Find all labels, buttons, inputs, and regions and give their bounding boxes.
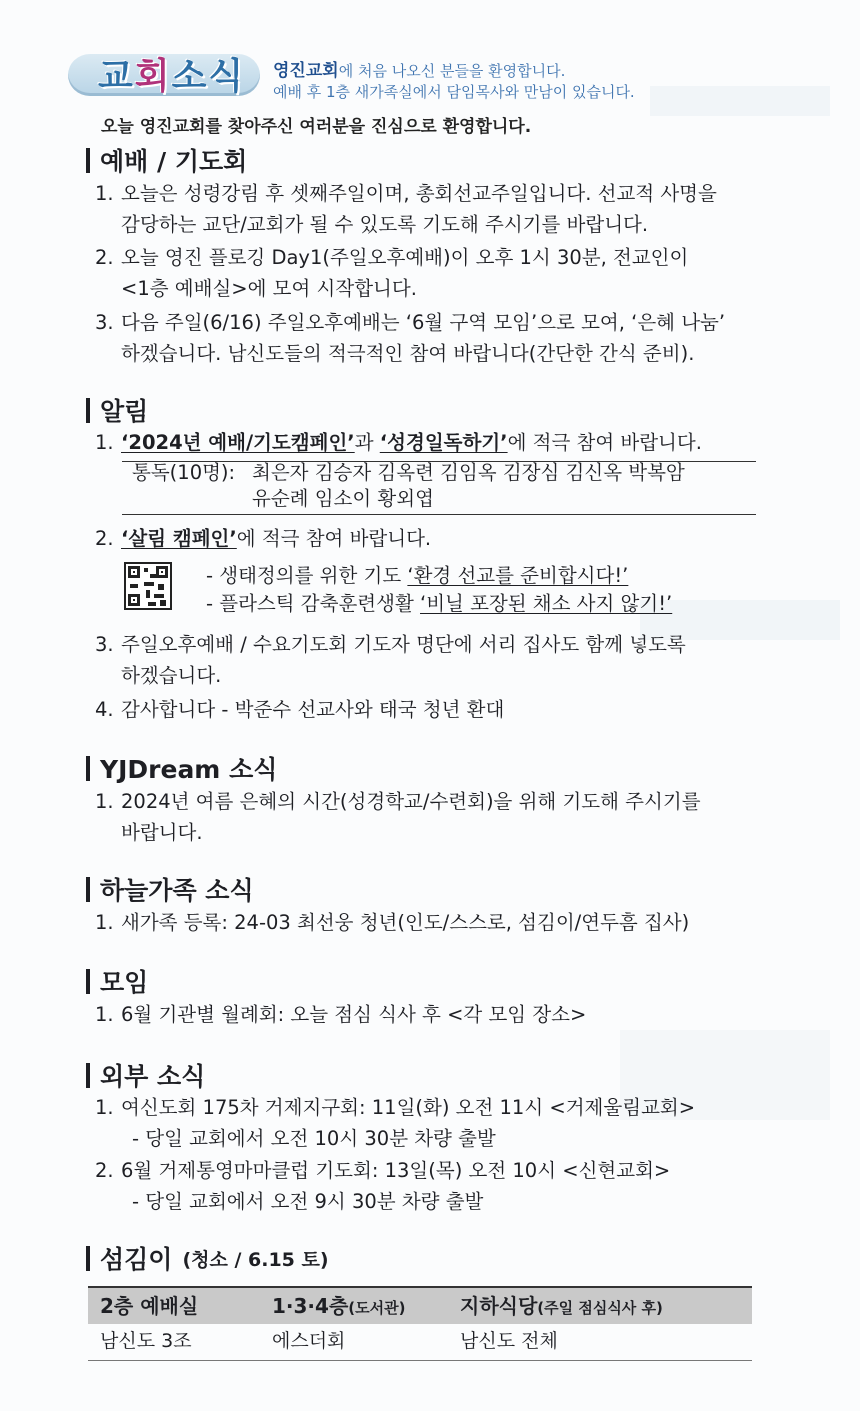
readers-names-line2: 유순례 임소이 황외엽: [252, 487, 434, 510]
item-number: 1.: [95, 1096, 114, 1119]
section-title-external: 외부 소식: [86, 1057, 205, 1093]
worship-item-3-line2: 하겠습니다. 남신도들의 적극적인 참여 바랍니다(간단한 간식 준비).: [121, 342, 695, 365]
item-number: 3.: [95, 311, 114, 334]
servers-subtitle: (청소 / 6.15 토): [182, 1248, 329, 1271]
worship-item-2-line1: 오늘 영진 플로깅 Day1(주일오후예배)이 오후 1시 30분, 전교인이: [121, 246, 689, 269]
external-item-2-sub: - 당일 교회에서 오전 9시 30분 차량 출발: [132, 1190, 484, 1213]
section-title-family: 하늘가족 소식: [86, 871, 254, 907]
servers-col-1-value: 남신도 3조: [100, 1330, 192, 1352]
section-bar: [86, 756, 90, 781]
church-news-badge: [68, 54, 260, 96]
readers-label: 통독(10명):: [132, 461, 236, 484]
item-number: 1.: [95, 182, 114, 205]
family-item-1: 새가족 등록: 24-03 최선웅 청년(인도/스스로, 섬김이/연두흠 집사): [121, 911, 690, 934]
notice-item-3-line2: 하겠습니다.: [121, 664, 222, 687]
notice-item-1: ‘2024년 예배/기도캠페인’과 ‘성경일독하기’에 적극 참여 바랍니다.: [121, 431, 702, 454]
item-number: 1.: [95, 790, 114, 813]
item-number: 1.: [95, 431, 114, 454]
qr-code-icon[interactable]: [124, 562, 172, 610]
campaign-line-1: - 생태정의를 위한 기도 ‘환경 선교를 준비합시다!’: [206, 564, 629, 587]
section-title-yjdream: YJDream 소식: [86, 750, 277, 786]
section-bar: [86, 1246, 90, 1271]
item-number: 2.: [95, 246, 114, 269]
readers-names-line1: 최은자 김승자 김옥련 김임옥 김장심 김신옥 박복암: [252, 461, 685, 484]
item-number: 3.: [95, 633, 114, 656]
item-number: 1.: [95, 911, 114, 934]
yjdream-item-1-line1: 2024년 여름 은혜의 시간(성경학교/수련회)을 위해 기도해 주시기를: [121, 790, 701, 813]
section-bar: [86, 398, 90, 423]
item-number: 2.: [95, 1159, 114, 1182]
servers-col-1-header: 2층 예배실: [100, 1294, 199, 1318]
worship-item-3-line1: 다음 주일(6/16) 주일오후예배는 ‘6월 구역 모임’으로 모여, ‘은혜 나눔’: [121, 311, 726, 334]
section-title-servers: 섬김이 (청소 / 6.15 토): [86, 1240, 329, 1276]
campaign-line-2: - 플라스틱 감축훈련생활 ‘비닐 포장된 채소 사지 않기!’: [206, 592, 673, 615]
notice-item-3-line1: 주일오후예배 / 수요기도회 기도자 명단에 서리 집사도 함께 넣도록: [121, 633, 686, 656]
servers-col-3-header: 지하식당(주일 점심식사 후): [460, 1294, 663, 1318]
section-title-meeting: 모임: [86, 963, 148, 999]
servers-col-3-value: 남신도 전체: [460, 1330, 558, 1352]
section-title-worship: 예배 / 기도회: [86, 142, 247, 178]
header-welcome-line: 영진교회에 처음 나오신 분들을 환영합니다.: [273, 61, 566, 81]
notice-item-4: 감사합니다 - 박준수 선교사와 태국 청년 환대: [121, 698, 505, 721]
welcome-message: 오늘 영진교회를 찾아주신 여러분을 진심으로 환영합니다.: [101, 117, 532, 137]
item-number: 1.: [95, 1003, 114, 1026]
servers-col-2-value: 에스더회: [272, 1330, 346, 1352]
meeting-item-1: 6월 기관별 월례회: 오늘 점심 식사 후 <각 모임 장소>: [121, 1003, 587, 1026]
section-bar: [86, 1063, 90, 1088]
badge-title: 교회소식: [98, 56, 246, 97]
header-meeting-line: 예배 후 1층 새가족실에서 담임목사와 만남이 있습니다.: [273, 83, 635, 101]
church-name: 영진교회: [273, 61, 339, 81]
external-item-2: 6월 거제통영마마클럽 기도회: 13일(목) 오전 10시 <신현교회>: [121, 1159, 671, 1182]
worship-item-2-line2: <1층 예배실>에 모여 시작합니다.: [121, 277, 417, 300]
worship-item-1-line1: 오늘은 성령강림 후 셋째주일이며, 총회선교주일입니다. 선교적 사명을: [121, 182, 717, 205]
item-number: 4.: [95, 698, 114, 721]
servers-col-2-header: 1·3·4층(도서관): [272, 1294, 406, 1318]
section-bar: [86, 148, 90, 173]
section-title-notice: 알림: [86, 392, 148, 428]
notice-item-2: ‘살림 캠페인’에 적극 참여 바랍니다.: [121, 527, 432, 550]
news-header: [68, 50, 828, 108]
worship-item-1-line2: 감당하는 교단/교회가 될 수 있도록 기도해 주시기를 바랍니다.: [121, 213, 649, 236]
servers-table-bottom-rule: [88, 1360, 752, 1361]
external-item-1-sub: - 당일 교회에서 오전 10시 30분 차량 출발: [132, 1127, 496, 1150]
section-bar: [86, 969, 90, 994]
item-number: 2.: [95, 527, 114, 550]
external-item-1: 여신도회 175차 거제지구회: 11일(화) 오전 11시 <거제울림교회>: [121, 1096, 696, 1119]
yjdream-item-1-line2: 바랍니다.: [121, 821, 203, 844]
section-bar: [86, 877, 90, 902]
